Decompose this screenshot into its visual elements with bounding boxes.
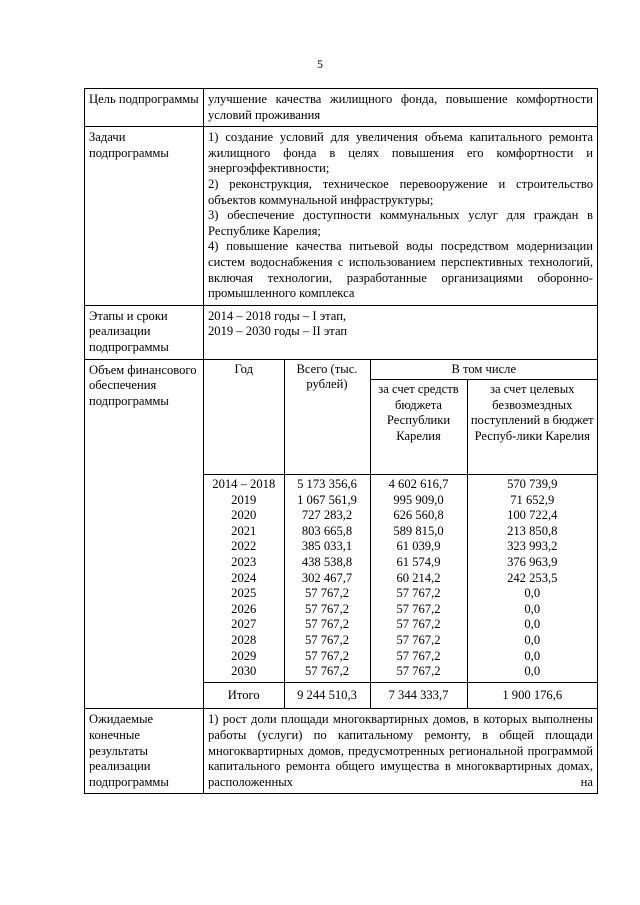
finance-value: 323 993,2 [507,539,558,554]
finance-value: 2029 [231,648,257,663]
summary-total: 9 244 510,3 [284,682,370,708]
finance-value: 995 909,0 [393,492,444,507]
finance-label: Объем финансового обеспечения подпрограммы [85,359,204,709]
goal-row [85,89,598,127]
task-item: 2) реконструкция, техническое перевооружение и строительство объектов коммунальной инфраструктуры; [208,176,593,207]
finance-value: 0,0 [524,648,541,663]
stages-label: Этапы и сроки реализации подпрограммы [85,305,204,359]
results-text: 1) рост доли площади многоквартирных домов, в которых выполнены работы (услуги) по капитальному ремонту, в общей площади многоквартирных домов, предусмотренных региональной программой капитального ремонта общего имущества в многоквартирных домах, расположенных на [204,709,598,794]
header-year: Год [204,360,284,475]
finance-value: 803 665,8 [301,523,353,538]
finance-value: 57 767,2 [396,617,441,632]
finance-value: 2014 – 2018 [212,477,276,492]
finance-value: 0,0 [524,586,541,601]
stage-item: 2014 – 2018 годы – I этап, [208,308,347,323]
finance-value: 57 767,2 [396,601,441,616]
finance-value: 0,0 [524,601,541,616]
finance-table [204,360,597,709]
page-number: 5 [317,57,323,71]
finance-value: 626 560,8 [393,508,444,523]
finance-value: 2022 [231,539,257,554]
finance-value: 242 253,5 [507,570,558,585]
finance-value: 213 850,8 [507,523,558,538]
finance-value: 2025 [231,586,257,601]
finance-value: 727 283,2 [301,508,353,523]
summary-label: Итого [204,682,284,708]
finance-value: 57 767,2 [304,633,350,648]
finance-value: 1 067 561,9 [297,492,357,507]
header-budget: за счет средств бюджета Республики Карелия [370,380,467,475]
finance-value: 2027 [231,617,257,632]
finance-value: 57 767,2 [396,633,441,648]
finance-value: 376 963,9 [507,555,558,570]
finance-value: 100 722,4 [507,508,558,523]
goal-label: Цель подпрограммы [85,89,204,127]
finance-value: 57 767,2 [304,648,350,663]
tasks-label: Задачи подпрограммы [85,127,204,306]
finance-value: 2030 [231,664,257,679]
finance-row [85,359,598,709]
task-item: 4) повышение качества питьевой воды посредством модернизации систем водоснабжения с использованием перспективных технологий, включая технологии, разработанные организациями оборонно-промышленного комплекса [208,239,593,301]
finance-value: 2028 [231,633,257,648]
finance-value: 57 767,2 [304,601,350,616]
finance-value: 57 767,2 [304,586,350,601]
tasks-row [85,127,598,306]
finance-value: 0,0 [524,633,541,648]
finance-value: 4 602 616,7 [388,477,449,492]
task-item: 3) обеспечение доступности коммунальных услуг для граждан в Республике Карелия; [208,208,593,238]
finance-value: 57 767,2 [304,664,350,679]
finance-values-row [204,475,597,683]
finance-value: 5 173 356,6 [297,477,357,492]
passport-table [84,88,598,794]
tasks-content [204,127,598,306]
finance-value: 589 815,0 [393,523,444,538]
stages-content [204,305,598,359]
finance-value: 2020 [231,508,257,523]
finance-value: 71 652,9 [510,492,555,507]
finance-total-row [204,682,597,708]
finance-value: 57 767,2 [396,586,441,601]
totals-column [284,475,370,683]
finance-value: 2024 [231,570,257,585]
finance-value: 57 767,2 [396,664,441,679]
budget-column [370,475,467,683]
task-item: 1) создание условий для увеличения объема капитального ремонта жилищного фонда в целях повышения его комфортности и энергоэффективности; [208,130,593,176]
finance-value: 60 214,2 [396,570,441,585]
results-label: Ожидаемые конечные результаты реализации подпрограммы [85,709,204,794]
targeted-column [467,475,597,683]
finance-value: 2023 [231,555,257,570]
finance-value: 438 538,8 [301,555,353,570]
finance-value: 61 039,9 [396,539,441,554]
finance-value: 570 739,9 [507,477,558,492]
finance-value: 0,0 [524,617,541,632]
finance-value: 0,0 [524,664,541,679]
finance-value: 2026 [231,601,257,616]
header-including: В том числе [370,360,597,380]
finance-header-row [204,360,597,380]
finance-value: 2019 [231,492,257,507]
goal-text: улучшение качества жилищного фонда, повышение комфортности условий проживания [204,89,598,127]
header-targeted: за счет целевых безвозмездных поступлений в бюджет Респуб-лики Карелия [467,380,597,475]
finance-content [204,359,598,709]
finance-value: 302 467,7 [301,570,353,585]
finance-value: 2021 [231,523,257,538]
finance-value: 57 767,2 [396,648,441,663]
summary-budget: 7 344 333,7 [370,682,467,708]
finance-value: 57 767,2 [304,617,350,632]
header-total: Всего (тыс. рублей) [284,360,370,475]
finance-value: 61 574,9 [396,555,441,570]
stage-item: 2019 – 2030 годы – II этап [208,324,348,339]
summary-targeted: 1 900 176,6 [467,682,597,708]
years-column [204,475,284,683]
finance-value: 385 033,1 [301,539,353,554]
results-row [85,709,598,794]
stages-row [85,305,598,359]
